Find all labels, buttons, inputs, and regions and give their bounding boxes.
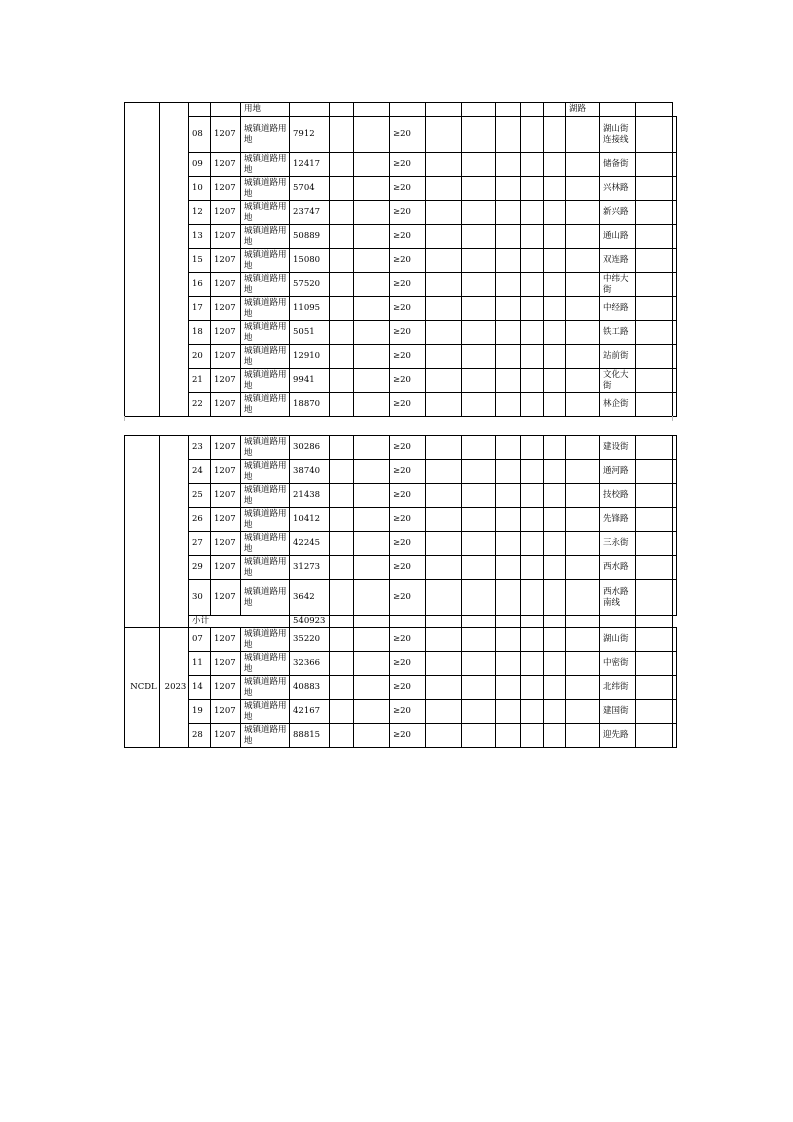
- table-row: [125, 628, 677, 652]
- page-break-mark: [672, 416, 673, 421]
- land-use-name: 城镇道路用地: [241, 508, 290, 532]
- land-code: 1207: [211, 580, 241, 616]
- road-name: 湖山街连接线: [600, 117, 636, 153]
- floor-ratio: ≥20: [390, 508, 426, 532]
- area-value: 3642: [290, 580, 330, 616]
- floor-ratio: ≥20: [390, 580, 426, 616]
- area-value: 18870: [290, 393, 330, 417]
- road-tail: 湖路: [566, 103, 600, 117]
- group-prefix: NCDL: [125, 628, 160, 748]
- parcel-seq: 29: [189, 556, 211, 580]
- table-row: [125, 652, 677, 676]
- land-use-name: 城镇道路用地: [241, 556, 290, 580]
- parcel-seq: 08: [189, 117, 211, 153]
- road-name: 中密街: [600, 652, 636, 676]
- road-name: 兴林路: [600, 177, 636, 201]
- parcel-seq: 12: [189, 201, 211, 225]
- road-name: 三永街: [600, 532, 636, 556]
- road-name: 林企街: [600, 393, 636, 417]
- subtotal-row: [125, 616, 677, 628]
- area-value: 12417: [290, 153, 330, 177]
- table-row: [125, 201, 677, 225]
- land-code: 1207: [211, 556, 241, 580]
- floor-ratio: ≥20: [390, 177, 426, 201]
- area-value: 35220: [290, 628, 330, 652]
- table-row: [125, 436, 677, 460]
- floor-ratio: ≥20: [390, 321, 426, 345]
- land-code: 1207: [211, 273, 241, 297]
- floor-ratio: ≥20: [390, 393, 426, 417]
- parcel-seq: 21: [189, 369, 211, 393]
- area-value: 42245: [290, 532, 330, 556]
- road-name: 通河路: [600, 460, 636, 484]
- road-name: 西水路: [600, 556, 636, 580]
- parcel-seq: 27: [189, 532, 211, 556]
- floor-ratio: ≥20: [390, 460, 426, 484]
- area-value: 40883: [290, 676, 330, 700]
- land-use-name: 城镇道路用地: [241, 273, 290, 297]
- land-code: 1207: [211, 724, 241, 748]
- land-code: 1207: [211, 676, 241, 700]
- parcel-seq: 25: [189, 484, 211, 508]
- area-value: 9941: [290, 369, 330, 393]
- floor-ratio: ≥20: [390, 225, 426, 249]
- parcel-seq: 09: [189, 153, 211, 177]
- area-value: 88815: [290, 724, 330, 748]
- area-value: 11095: [290, 297, 330, 321]
- parcel-seq: 28: [189, 724, 211, 748]
- land-use-name: 城镇道路用地: [241, 580, 290, 616]
- road-name: 湖山街: [600, 628, 636, 652]
- land-code: 1207: [211, 532, 241, 556]
- parcel-seq: 13: [189, 225, 211, 249]
- parcel-seq: 16: [189, 273, 211, 297]
- area-value: 31273: [290, 556, 330, 580]
- land-use-name: 城镇道路用地: [241, 700, 290, 724]
- area-value: 21438: [290, 484, 330, 508]
- parcel-seq: 19: [189, 700, 211, 724]
- group-year: 2023: [160, 628, 189, 748]
- parcel-seq: 20: [189, 345, 211, 369]
- floor-ratio: ≥20: [390, 153, 426, 177]
- road-name: 双连路: [600, 249, 636, 273]
- road-name: 新兴路: [600, 201, 636, 225]
- page-break-mark: [124, 416, 125, 421]
- land-code: 1207: [211, 700, 241, 724]
- parcel-seq: 17: [189, 297, 211, 321]
- land-code: 1207: [211, 484, 241, 508]
- land-code: 1207: [211, 225, 241, 249]
- area-value: 50889: [290, 225, 330, 249]
- land-parcel-table-part2: [124, 435, 677, 748]
- name-tail: 用地: [241, 103, 290, 117]
- land-code: 1207: [211, 508, 241, 532]
- road-name: 储备街: [600, 153, 636, 177]
- table-row: [125, 676, 677, 700]
- table-row: [125, 153, 677, 177]
- land-use-name: 城镇道路用地: [241, 532, 290, 556]
- table-row: [125, 532, 677, 556]
- table-row: [125, 345, 677, 369]
- floor-ratio: ≥20: [390, 556, 426, 580]
- subtotal-area: 540923: [290, 616, 330, 628]
- road-name: 通山路: [600, 225, 636, 249]
- land-code: 1207: [211, 297, 241, 321]
- road-name: 中经路: [600, 297, 636, 321]
- area-value: 15080: [290, 249, 330, 273]
- land-use-name: 城镇道路用地: [241, 345, 290, 369]
- land-use-name: 城镇道路用地: [241, 153, 290, 177]
- land-use-name: 城镇道路用地: [241, 321, 290, 345]
- road-name: 迎先路: [600, 724, 636, 748]
- land-use-name: 城镇道路用地: [241, 249, 290, 273]
- land-use-name: 城镇道路用地: [241, 393, 290, 417]
- land-code: 1207: [211, 652, 241, 676]
- land-code: 1207: [211, 117, 241, 153]
- road-name: 站前街: [600, 345, 636, 369]
- group-prefix-cell: [125, 103, 160, 417]
- table-row: [125, 177, 677, 201]
- road-name: 建设街: [600, 436, 636, 460]
- land-parcel-table-part1: [124, 102, 677, 417]
- parcel-seq: 18: [189, 321, 211, 345]
- floor-ratio: ≥20: [390, 436, 426, 460]
- floor-ratio: ≥20: [390, 117, 426, 153]
- table-row: [125, 484, 677, 508]
- table-row: [125, 724, 677, 748]
- area-value: 30286: [290, 436, 330, 460]
- land-use-name: 城镇道路用地: [241, 177, 290, 201]
- parcel-seq: 26: [189, 508, 211, 532]
- road-name: 铁工路: [600, 321, 636, 345]
- area-value: 42167: [290, 700, 330, 724]
- table-row: [125, 273, 677, 297]
- land-code: 1207: [211, 345, 241, 369]
- table-row: [125, 393, 677, 417]
- road-name: 建国街: [600, 700, 636, 724]
- land-code: 1207: [211, 436, 241, 460]
- area-value: 10412: [290, 508, 330, 532]
- table-row: [125, 556, 677, 580]
- area-value: 5704: [290, 177, 330, 201]
- parcel-seq: 07: [189, 628, 211, 652]
- floor-ratio: ≥20: [390, 532, 426, 556]
- floor-ratio: ≥20: [390, 628, 426, 652]
- road-name: 中纬大街: [600, 273, 636, 297]
- floor-ratio: ≥20: [390, 201, 426, 225]
- area-value: 57520: [290, 273, 330, 297]
- floor-ratio: ≥20: [390, 273, 426, 297]
- land-code: 1207: [211, 153, 241, 177]
- land-use-name: 城镇道路用地: [241, 201, 290, 225]
- area-value: 38740: [290, 460, 330, 484]
- parcel-seq: 24: [189, 460, 211, 484]
- parcel-seq: 30: [189, 580, 211, 616]
- area-value: 12910: [290, 345, 330, 369]
- floor-ratio: ≥20: [390, 297, 426, 321]
- area-value: 23747: [290, 201, 330, 225]
- land-code: 1207: [211, 369, 241, 393]
- land-use-name: 城镇道路用地: [241, 652, 290, 676]
- land-use-name: 城镇道路用地: [241, 676, 290, 700]
- land-code: 1207: [211, 249, 241, 273]
- table-row: [125, 369, 677, 393]
- land-use-name: 城镇道路用地: [241, 369, 290, 393]
- parcel-seq: 23: [189, 436, 211, 460]
- group-year-cell: [160, 103, 189, 417]
- table-row: [125, 225, 677, 249]
- land-use-name: 城镇道路用地: [241, 225, 290, 249]
- parcel-seq: 10: [189, 177, 211, 201]
- group-prefix-cell: [125, 436, 160, 628]
- road-name: 文化大街: [600, 369, 636, 393]
- road-name: 技校路: [600, 484, 636, 508]
- area-value: 32366: [290, 652, 330, 676]
- floor-ratio: ≥20: [390, 700, 426, 724]
- continuation-row: [125, 103, 677, 117]
- land-use-name: 城镇道路用地: [241, 628, 290, 652]
- road-name: 西水路南线: [600, 580, 636, 616]
- floor-ratio: ≥20: [390, 484, 426, 508]
- table-row: [125, 508, 677, 532]
- table-row: [125, 700, 677, 724]
- area-value: 7912: [290, 117, 330, 153]
- area-value: 5051: [290, 321, 330, 345]
- land-use-name: 城镇道路用地: [241, 460, 290, 484]
- land-use-name: 城镇道路用地: [241, 297, 290, 321]
- land-use-name: 城镇道路用地: [241, 484, 290, 508]
- land-code: 1207: [211, 393, 241, 417]
- parcel-seq: 14: [189, 676, 211, 700]
- table-row: [125, 297, 677, 321]
- table-row: [125, 321, 677, 345]
- table-row: [125, 249, 677, 273]
- parcel-seq: 22: [189, 393, 211, 417]
- floor-ratio: ≥20: [390, 345, 426, 369]
- table-row: [125, 460, 677, 484]
- table-row: [125, 580, 677, 616]
- floor-ratio: ≥20: [390, 676, 426, 700]
- table-row: [125, 117, 677, 153]
- subtotal-label: 小计: [189, 616, 290, 628]
- road-name: 北纬街: [600, 676, 636, 700]
- land-code: 1207: [211, 321, 241, 345]
- land-code: 1207: [211, 628, 241, 652]
- land-use-name: 城镇道路用地: [241, 724, 290, 748]
- floor-ratio: ≥20: [390, 724, 426, 748]
- land-code: 1207: [211, 201, 241, 225]
- parcel-seq: 11: [189, 652, 211, 676]
- parcel-seq: 15: [189, 249, 211, 273]
- floor-ratio: ≥20: [390, 369, 426, 393]
- floor-ratio: ≥20: [390, 249, 426, 273]
- group-year-cell: [160, 436, 189, 628]
- land-use-name: 城镇道路用地: [241, 436, 290, 460]
- land-code: 1207: [211, 460, 241, 484]
- land-use-name: 城镇道路用地: [241, 117, 290, 153]
- road-name: 先锋路: [600, 508, 636, 532]
- floor-ratio: ≥20: [390, 652, 426, 676]
- land-code: 1207: [211, 177, 241, 201]
